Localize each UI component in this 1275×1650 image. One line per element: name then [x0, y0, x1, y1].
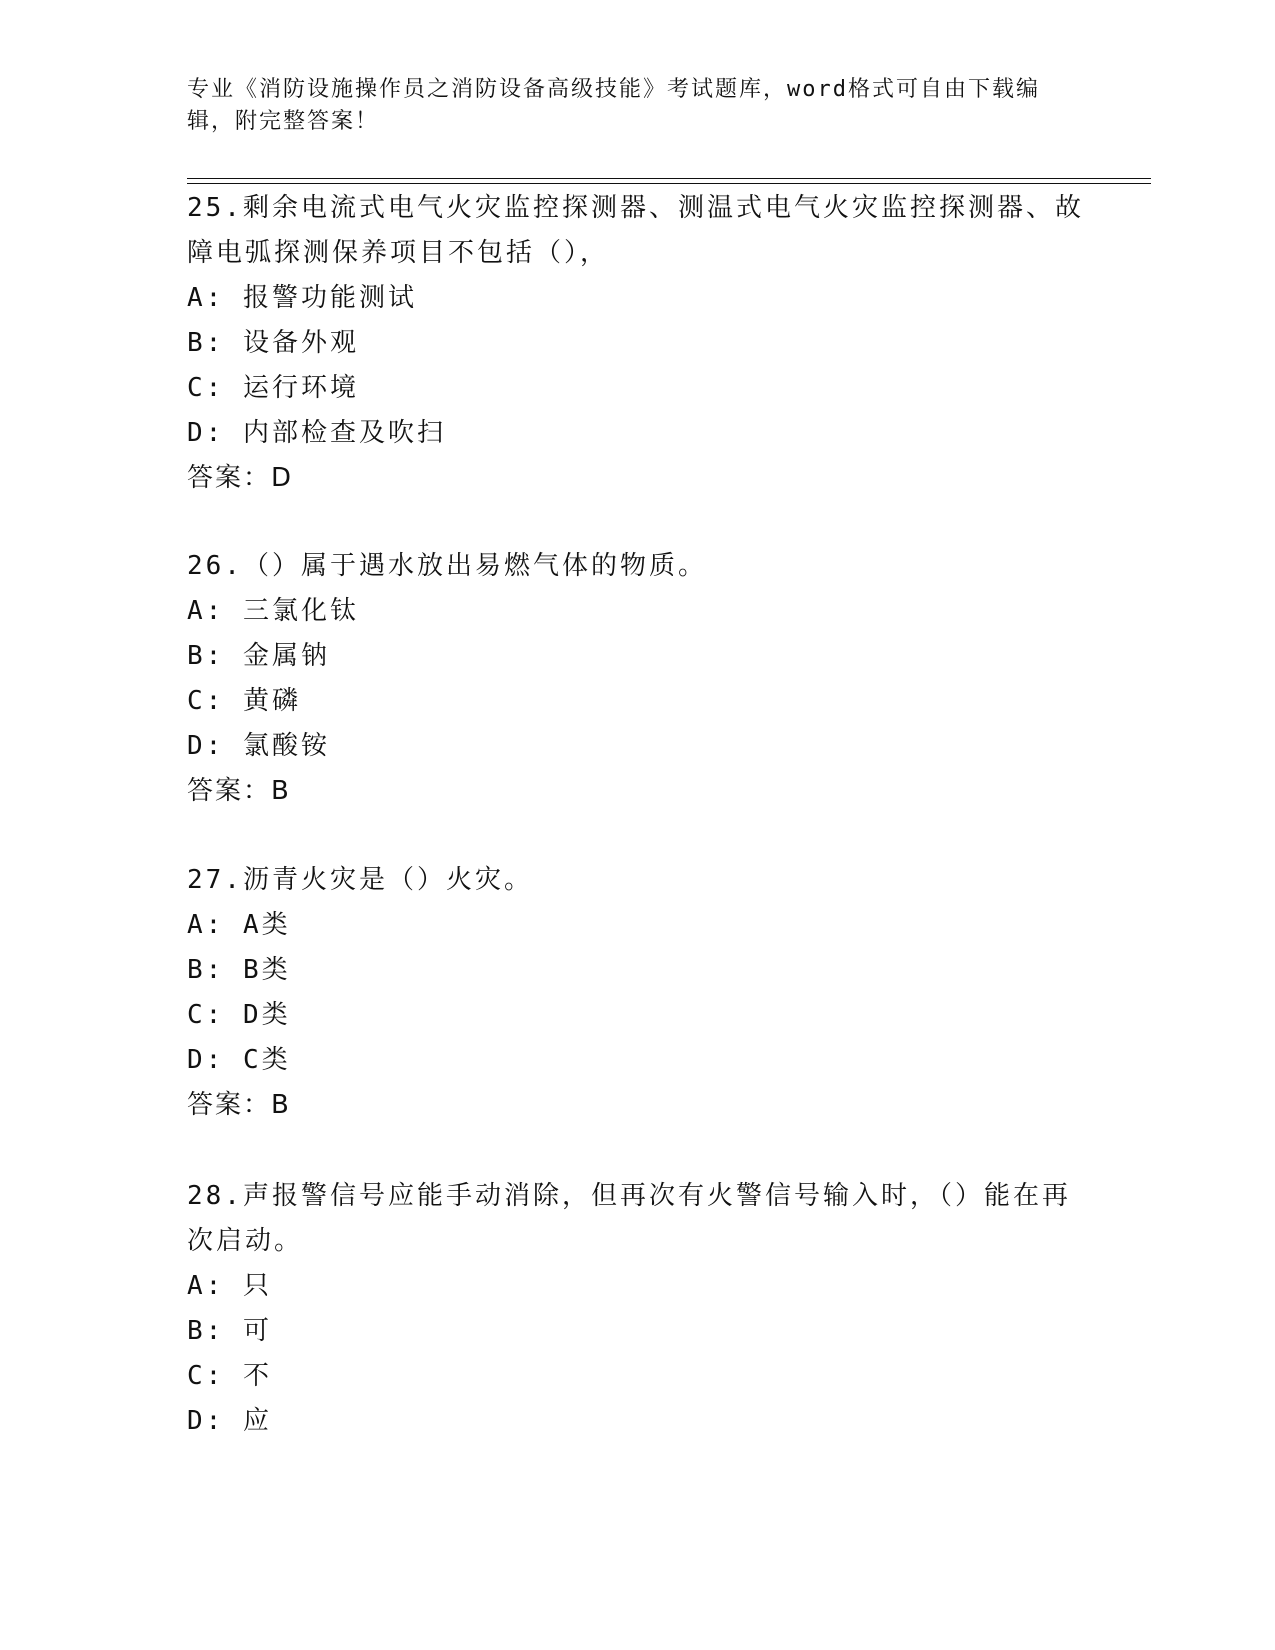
answer: 答案：B — [187, 776, 291, 806]
question-stem: 25.剩余电流式电气火灾监控探测器、测温式电气火灾监控探测器、故障电弧探测保养项目不包括（）， — [187, 193, 1084, 268]
header-divider-bottom — [187, 183, 1151, 184]
option-a: A: 报警功能测试 — [187, 283, 417, 313]
answer: 答案：D — [187, 463, 294, 493]
option-a: A: A类 — [187, 910, 291, 940]
option-c: C: D类 — [187, 1000, 291, 1030]
option-d: D: 内部检查及吹扫 — [187, 418, 446, 448]
option-c: C: 运行环境 — [187, 373, 359, 403]
option-d: D: 应 — [187, 1406, 272, 1436]
option-b: B: 设备外观 — [187, 328, 359, 358]
option-c: C: 黄磷 — [187, 686, 301, 716]
question-28 — [187, 1174, 1087, 1444]
option-a: A: 三氯化钛 — [187, 596, 359, 626]
question-25 — [187, 186, 1087, 501]
option-a: A: 只 — [187, 1271, 272, 1301]
option-b: B: 金属钠 — [187, 641, 330, 671]
question-27 — [187, 858, 1087, 1128]
question-stem: 27.沥青火灾是（）火灾。 — [187, 865, 533, 895]
document-header: 专业《消防设施操作员之消防设备高级技能》考试题库，word格式可自由下载编辑，附完整答案！ — [187, 77, 1040, 134]
option-c: C: 不 — [187, 1361, 272, 1391]
option-d: D: C类 — [187, 1045, 291, 1075]
option-d: D: 氯酸铵 — [187, 731, 330, 761]
header-divider-top — [187, 178, 1151, 179]
option-b: B: B类 — [187, 955, 291, 985]
question-stem: 26.（）属于遇水放出易燃气体的物质。 — [187, 551, 707, 581]
question-26 — [187, 544, 1087, 814]
option-b: B: 可 — [187, 1316, 272, 1346]
answer: 答案：B — [187, 1090, 291, 1120]
question-stem: 28.声报警信号应能手动消除，但再次有火警信号输入时，（）能在再次启动。 — [187, 1181, 1071, 1256]
